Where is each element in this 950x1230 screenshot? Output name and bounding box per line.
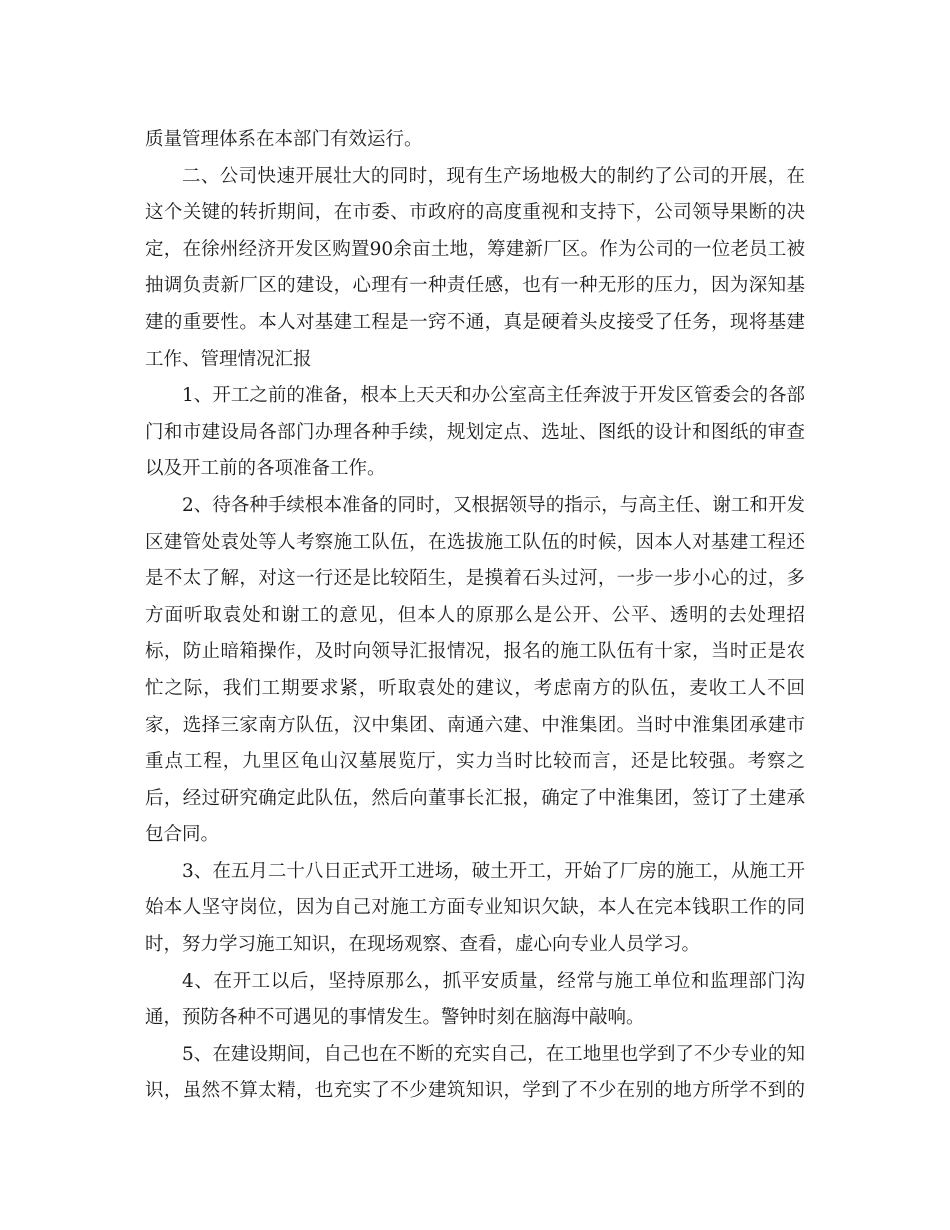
text-line: 定，在徐州经济开发区购置90余亩土地，筹建新厂区。作为公司的一位老员工被 [145, 238, 805, 260]
text-line: 抽调负责新厂区的建设，心理有一种责任感，也有一种无形的压力，因为深知基 [145, 275, 805, 297]
text-line: 识，虽然不算太精，也充实了不少建筑知识，学到了不少在别的地方所学不到的 [145, 1080, 805, 1102]
text-line: 始本人坚守岗位，因为自己对施工方面专业知识欠缺，本人在完本钱职工作的同 [145, 897, 805, 919]
text-line: 建的重要性。本人对基建工程是一窍不通，真是硬着头皮接受了任务，现将基建 [145, 311, 805, 333]
text-line: 门和市建设局各部门办理各种手续，规划定点、选址、图纸的设计和图纸的审查 [145, 421, 805, 443]
text-line: 工作、管理情况汇报 [145, 348, 312, 370]
text-line: 忙之际，我们工期要求紧，听取袁处的建议，考虑南方的队伍，麦收工人不回 [145, 677, 805, 699]
text-line: 家，选择三家南方队伍，汉中集团、南通六建、中淮集团。当时中淮集团承建市 [145, 714, 805, 736]
text-line: 时，努力学习施工知识，在现场观察、查看，虚心向专业人员学习。 [145, 934, 701, 956]
text-line: 区建管处袁处等人考察施工队伍，在选拔施工队伍的时候，因本人对基建工程还 [145, 531, 805, 553]
text-line: 这个关键的转折期间，在市委、市政府的高度重视和支持下，公司领导果断的决 [145, 202, 805, 224]
text-line: 1、开工之前的准备，根本上天天和办公室高主任奔波于开发区管委会的各部 [182, 385, 805, 407]
text-line: 方面听取袁处和谢工的意见，但本人的原那么是公开、公平、透明的去处理招 [145, 604, 805, 626]
text-line: 以及开工前的各项准备工作。 [145, 458, 386, 480]
text-line: 通，预防各种不可遇见的事情发生。警钟时刻在脑海中敲响。 [145, 1007, 645, 1029]
text-line: 包合同。 [145, 824, 220, 846]
text-line: 标，防止暗箱操作，及时向领导汇报情况，报名的施工队伍有十家，当时正是农 [145, 641, 805, 663]
text-line: 是不太了解，对这一行还是比较陌生，是摸着石头过河，一步一步小心的过，多 [145, 568, 805, 590]
text-line: 后，经过研究确定此队伍，然后向董事长汇报，确定了中淮集团，签订了土建承 [145, 787, 805, 809]
text-line: 2、待各种手续根本准备的同时，又根据领导的指示，与高主任、谢工和开发 [182, 494, 805, 516]
text-line: 二、公司快速开展壮大的同时，现有生产场地极大的制约了公司的开展，在 [182, 165, 805, 187]
text-line: 3、在五月二十八日正式开工进场，破土开工，开始了厂房的施工，从施工开 [182, 860, 805, 882]
document-body [145, 122, 805, 1110]
text-line: 5、在建设期间，自己也在不断的充实自己，在工地里也学到了不少专业的知 [182, 1043, 805, 1065]
text-line: 4、在开工以后，坚持原那么，抓平安质量，经常与施工单位和监理部门沟 [182, 970, 805, 992]
text-line: 质量管理体系在本部门有效运行。 [145, 129, 423, 150]
text-line: 重点工程，九里区龟山汉墓展览厅，实力当时比较而言，还是比较强。考察之 [145, 751, 805, 773]
